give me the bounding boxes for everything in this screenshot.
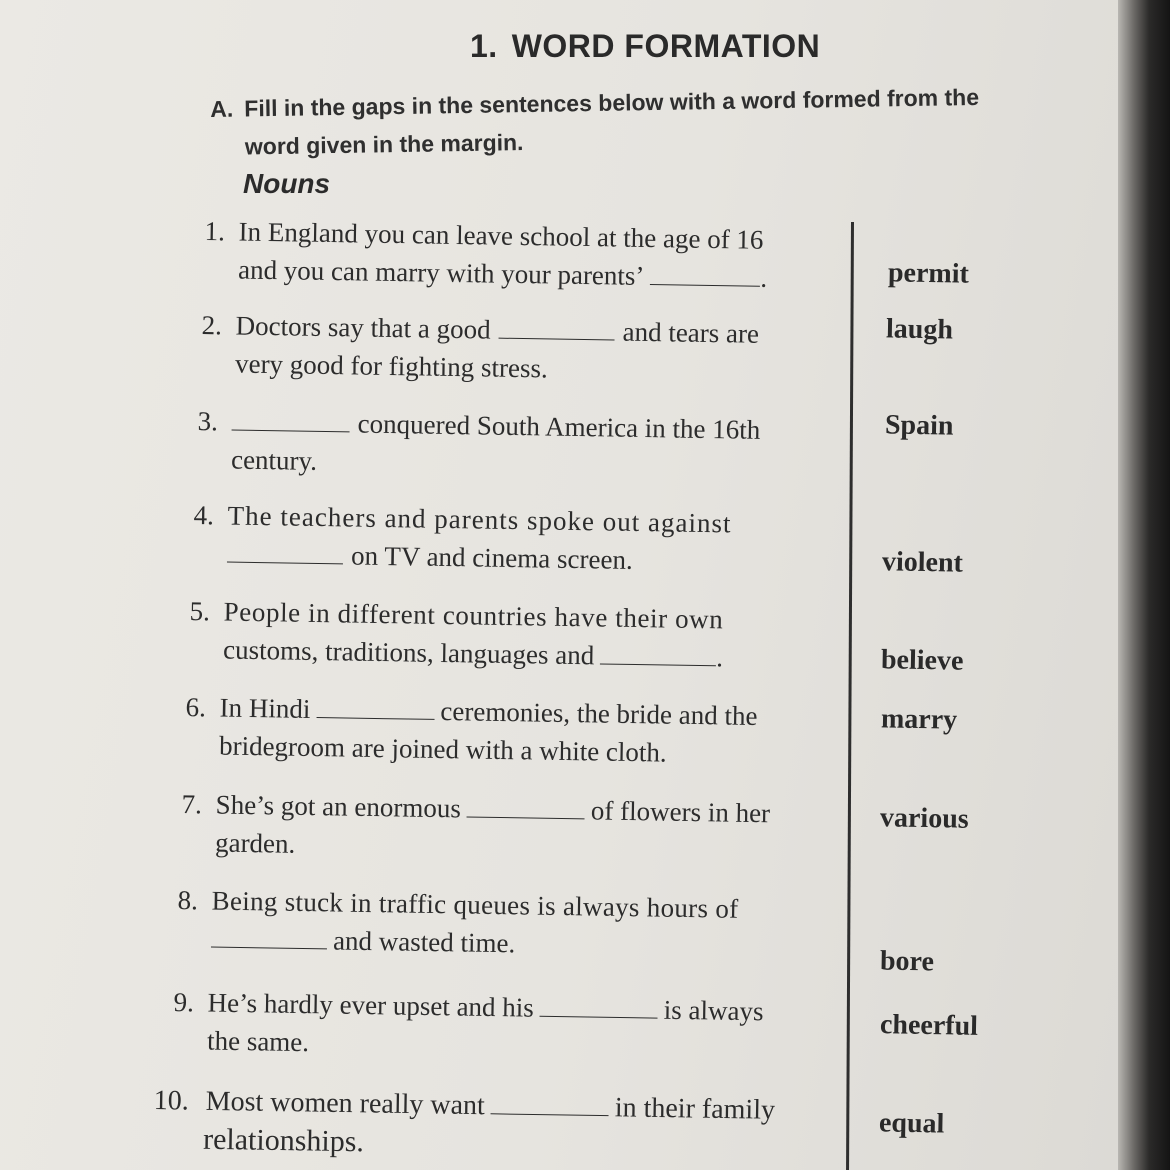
answer-blank[interactable] xyxy=(211,925,327,950)
item-text: The teachers and parents spoke out against xyxy=(227,500,732,539)
answer-blank[interactable] xyxy=(467,794,585,819)
item-number: 9. xyxy=(173,986,195,1018)
item-text: in their family xyxy=(614,1092,776,1126)
item-text: conquered South America in the 16th xyxy=(357,408,761,445)
exercise-instruction xyxy=(210,76,1091,166)
item-line-2 xyxy=(204,250,768,297)
exercise-item-10 xyxy=(153,1082,775,1168)
item-text: of flowers in her xyxy=(590,795,771,829)
item-number: 6. xyxy=(185,691,207,723)
answer-blank[interactable] xyxy=(316,695,434,720)
margin-word-2: laugh xyxy=(885,313,954,346)
exercise-item-4 xyxy=(193,496,732,580)
item-text: and wasted time. xyxy=(332,925,516,959)
instruction-line-1: Fill in the gaps in the sentences below with a word formed from the xyxy=(244,83,980,122)
answer-blank[interactable] xyxy=(650,262,760,287)
item-text: garden. xyxy=(214,827,296,859)
answer-blank[interactable] xyxy=(491,1091,609,1116)
item-number: 2. xyxy=(201,309,223,341)
book-binding-edge xyxy=(1118,0,1170,1170)
answer-blank[interactable] xyxy=(227,540,343,565)
answer-blank[interactable] xyxy=(498,316,614,341)
item-number: 3. xyxy=(197,405,219,437)
margin-divider-line xyxy=(846,222,854,1170)
item-text: He’s hardly ever upset and his xyxy=(207,987,535,1023)
subheading-nouns: Nouns xyxy=(243,168,331,199)
item-text: century. xyxy=(230,444,318,476)
margin-word-6: marry xyxy=(880,703,958,736)
item-text: on TV and cinema screen. xyxy=(350,540,633,575)
answer-blank[interactable] xyxy=(232,408,350,433)
item-text: She’s got an enormous xyxy=(215,789,462,824)
item-text: ceremonies, the bride and the xyxy=(440,696,758,731)
item-number: 10. xyxy=(153,1084,189,1117)
item-number: 4. xyxy=(193,499,215,531)
exercise-letter: A. xyxy=(210,95,234,122)
item-text: In England you can leave school at the age of 16 xyxy=(238,216,764,255)
section-title-text: WORD FORMATION xyxy=(511,28,821,64)
item-text: People in different countries have their own xyxy=(223,596,724,635)
section-number: 1. xyxy=(470,28,498,64)
item-text: . xyxy=(760,262,768,293)
margin-word-9: cheerful xyxy=(879,1009,979,1042)
margin-word-4: violent xyxy=(881,546,964,579)
item-number: 7. xyxy=(181,788,203,820)
item-text: Being stuck in traffic queues is always hours of xyxy=(211,885,739,924)
item-text: the same. xyxy=(206,1025,310,1058)
item-text: In Hindi xyxy=(219,692,311,724)
instruction-line-2: word given in the margin. xyxy=(244,129,524,160)
item-text: and tears are xyxy=(622,316,760,349)
exercise-item-1 xyxy=(204,212,768,297)
exercise-item-7 xyxy=(181,785,771,870)
exercise-item-9 xyxy=(173,983,764,1068)
item-text: relationships. xyxy=(202,1122,365,1159)
item-number: 5. xyxy=(189,595,211,627)
exercise-item-5 xyxy=(189,592,724,676)
section-title xyxy=(470,28,820,65)
item-text: and you can marry with your parents’ xyxy=(237,254,645,291)
item-line-2 xyxy=(189,630,723,676)
item-text: . xyxy=(715,642,724,673)
margin-word-1: permit xyxy=(887,257,970,290)
margin-word-7: various xyxy=(879,802,969,835)
item-number: 8. xyxy=(177,884,199,916)
answer-blank[interactable] xyxy=(600,641,716,666)
margin-word-5: believe xyxy=(880,644,964,677)
exercise-item-6 xyxy=(185,688,758,773)
margin-word-8: bore xyxy=(879,945,935,978)
item-text: very good for fighting stress. xyxy=(234,348,549,384)
exercise-item-8 xyxy=(177,881,739,966)
item-number: 1. xyxy=(204,215,226,247)
item-text: Most women really want xyxy=(205,1085,486,1122)
margin-word-10: equal xyxy=(878,1107,945,1140)
item-text: Doctors say that a good xyxy=(235,310,491,345)
answer-blank[interactable] xyxy=(540,994,658,1019)
item-text: bridegroom are joined with a white cloth. xyxy=(218,730,667,768)
exercise-item-2 xyxy=(201,306,760,391)
exercise-item-3 xyxy=(197,402,761,487)
item-text: customs, traditions, languages and xyxy=(222,634,595,671)
margin-word-3: Spain xyxy=(884,409,954,442)
item-text: is always xyxy=(663,994,764,1027)
